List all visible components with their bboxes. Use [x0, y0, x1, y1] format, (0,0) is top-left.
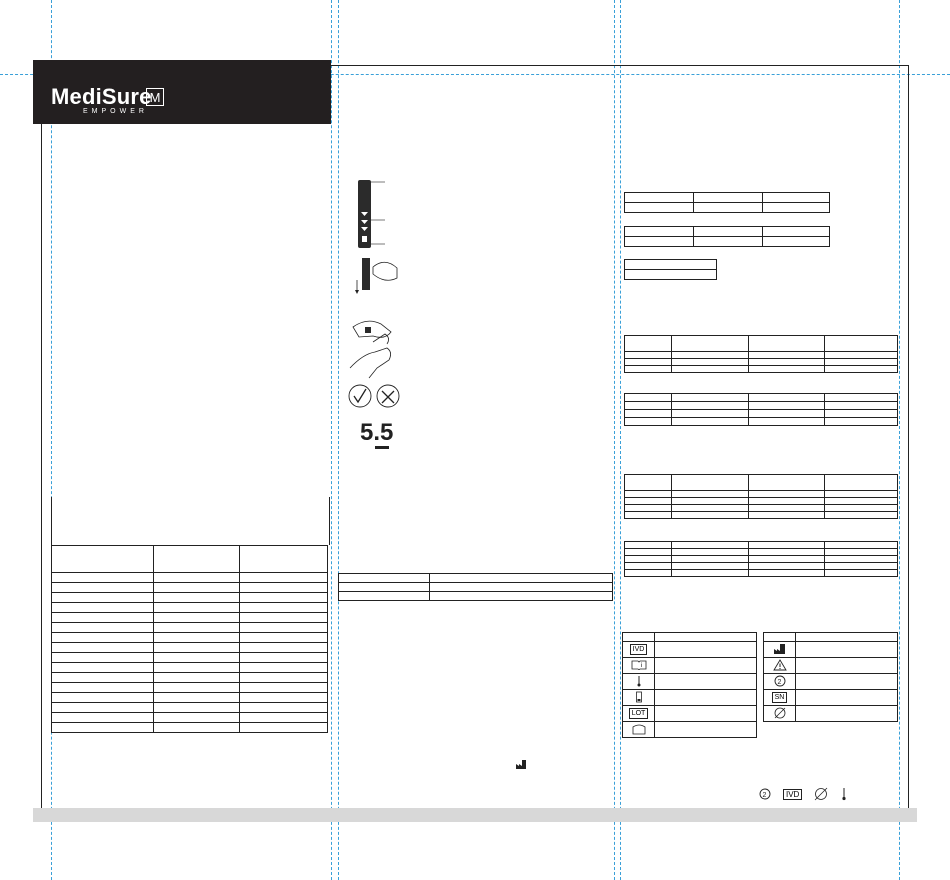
- do-not-reuse-icon: [774, 675, 786, 687]
- container-icon: [631, 723, 647, 735]
- footer-symbol-strip: [759, 787, 848, 801]
- sterile-icon: [774, 707, 786, 719]
- temperature-icon: [635, 675, 643, 687]
- brand-name: MediSure: [51, 84, 152, 109]
- brand-subtitle: EMPOWER: [83, 108, 148, 115]
- instructions-book-icon: [631, 660, 647, 670]
- temperature-icon: [840, 787, 848, 801]
- ivd-symbol-icon: IVD: [783, 789, 802, 800]
- panel3-table-b: [624, 226, 830, 247]
- manufacturer-icon: [774, 644, 786, 654]
- do-not-reuse-icon: [759, 788, 771, 800]
- panel3-table-g: [624, 541, 898, 577]
- lot-symbol-icon: LOT: [629, 708, 649, 719]
- brand-header: [33, 60, 331, 124]
- svg-text:2: 2: [762, 792, 767, 799]
- symbols-table-right: [763, 632, 898, 722]
- ivd-symbol-icon: IVD: [630, 644, 648, 655]
- panel1-reference-table: [51, 545, 328, 733]
- svg-text:i: i: [640, 662, 642, 669]
- brand-mark: M: [146, 88, 164, 106]
- panel3-table-c: [624, 259, 717, 280]
- bottom-band: [33, 808, 917, 822]
- panel3-table-e: [624, 393, 898, 426]
- symbols-table-left: [622, 632, 757, 738]
- phone-icon: [635, 691, 643, 703]
- panel2-spec-table: [338, 573, 613, 601]
- svg-text:2: 2: [777, 678, 781, 686]
- test-strip-illustrations: [345, 172, 420, 462]
- panel3-table-d: [624, 335, 898, 373]
- panel3-table-f: [624, 474, 898, 519]
- manufacturer-icon-footer: [516, 760, 526, 772]
- panel1-table-title-box: [51, 497, 330, 545]
- panel3-table-a: [624, 192, 830, 213]
- sterile-icon: [814, 787, 828, 801]
- warning-icon: [773, 659, 787, 671]
- serial-number-icon: SN: [772, 692, 788, 703]
- meter-reading: 5.5: [360, 419, 394, 446]
